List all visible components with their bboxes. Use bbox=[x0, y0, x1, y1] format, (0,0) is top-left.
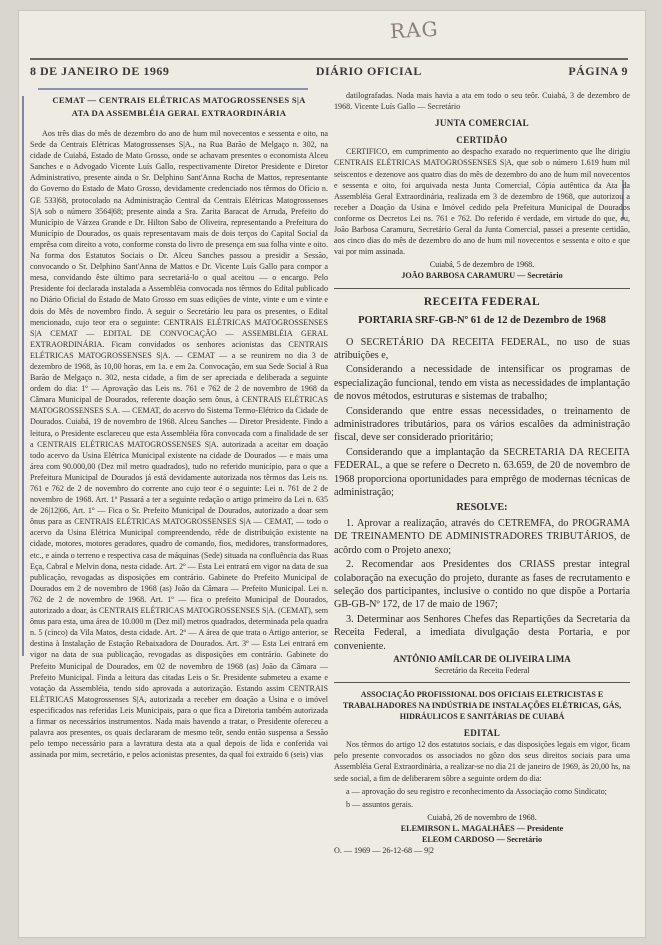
edital-item-a: a — aprovação do seu registro e reconhecimento da Associação como Sindicato; bbox=[346, 786, 607, 796]
newspaper-page bbox=[18, 10, 646, 938]
ata-title-line-2: ATA DA ASSEMBLÉIA GERAL EXTRAORDINÁRIA bbox=[71, 108, 287, 118]
certidao-signature: JOÃO BARBOSA CARAMURU — Secretário bbox=[401, 271, 563, 281]
portaria-paragraph-4: Considerando que a implantação da SECRETARIA DA RECEITA FEDERAL, a que se refere o Decreto n. 63.659, de 20 de novembro de 1968 proporciona oportunidades para emprêgo de modernas técnicas de administração; bbox=[334, 446, 630, 499]
edital-footer: O. — 1969 — 26-12-68 — 9|2 bbox=[334, 846, 434, 856]
left-column bbox=[30, 90, 328, 928]
pen-mark-vertical bbox=[22, 96, 24, 656]
section-divider-2 bbox=[334, 682, 630, 683]
page-header bbox=[30, 58, 628, 82]
portaria-title: PORTARIA SRF-GB-Nº 61 de 12 de Dezembro de 1968 bbox=[358, 314, 606, 326]
junta-comercial-title: JUNTA COMERCIAL bbox=[434, 118, 530, 129]
resolve-item-1: 1. Aprovar a realização, através do CETREMFA, do PROGRAMA DE TREINAMENTO DE ADMINISTRADORES TRIBUTÁRIOS, de acôrdo com o Projeto anexo; bbox=[334, 517, 630, 556]
handwritten-annotation: RAG bbox=[389, 16, 440, 44]
certidao-body: CERTIFICO, em cumprimento ao despacho exarado no requerimento que lhe dirigiu CENTRAIS ELÉTRICAS MATOGROSSENSES S|A, que sob o número 1.619 hum mil seiscentos e dezenove aos quatro dias do mês de dezembro do ano de hum mil novecentos e sessenta e oito, foi arquivada nesta Junta Comercial, Cópia autêntica da Ata da Assembléia Geral Extraordinária, realizada em 3 de dezembro de 1968, que autorizou a receber a Doação da Usina e Imóvel cedido pela Prefeitura Municipal de Dourados conforme os Decretos Lei ns. 761 e 762. Do referido é verdade, em virtude do que, eu, João Barbosa Caramuru, Secretário Geral da Junta Comercial, passei a presente certidão, aos cinco dias do mês de dezembro do ano de hum mil novecentos e sessenta e oito e que vai por mim assinada. bbox=[334, 147, 630, 257]
certidao-date: Cuiabá, 5 de dezembro de 1968. bbox=[429, 260, 535, 270]
ata-title-line-1: CEMAT — CENTRAIS ELÉTRICAS MATOGROSSENSES S|A bbox=[52, 95, 306, 105]
edital-title: EDITAL bbox=[463, 728, 501, 739]
ata-body: Aos três dias do mês de dezembro do ano de hum mil novecentos e sessenta e oito, na Sede da Centrais Elétricas Matogrossenses S|A., na Rua Barão de Melgaço n. 302, na cidade de Cuiabá, Estado de Mato Grosso, onde se achavam presentes o economista Alceu Sanches e o Advogado Vicente Luís Gallo, respectivamente Diretor Presidente e Diretor Administrativo, presente ainda o Sr. Delphino Sant'Anna Rocha de Mattos, representante do Governo do Estado de Mato Grosso, devidamente credenciado nos têrmos do Ofício n. GE 533|68, protocolado na Administração Central da Centrais Elétricas Matogrossenses S|A sob o número 3564|68; presente ainda a Sra. Zarita Baracat de Arruda, Prefeito do Município de Várzea Grande e Dr. Hilton Sabo de Oliveira, representando a Prefeitura do Município de Dourados, os quais representavam mais de dois terços do Capital Social da emprêsa com direito a voto, conforme consta do livro de presença em sua folha vinte e oito. Na forma dos Estatutos Sociais o Dr. Alceu Sanches passou a presidir a Sessão, convocando o Sr. Delphino Sant'Anna de Mattos e Dr. Vicente Luís Gallo para compor a mesa, convidando êste último para secretariá-lo o qual aceitou — o encargo. Pelo Presidente foi declarada instalada a Assembléia convocada nos têrmos do Edital publicado no Diário Oficial do Estado de Mato Grosso em suas edições de vinte, vinte e um e vinte e dois do Mês de novembro findo. A seguir o Secretário leu para os presentes, o Edital mencionado, cujo teor era o seguinte: CENTRAIS ELÉTRICAS MATOGROSSENSES S|A CEMAT — EDITAL DE CONVOCAÇÃO — ASSEMBLÉIA GERAL EXTRAORDINÁRIA. Ficam convidados os senhores acionistas das CENTRAIS ELÉTRICAS MATOGROSSENSES S|A. — CEMAT — a se reunirem no dia 3 de dezembro de 1968, às 10,00 horas, em 1a. e em 2a. Convocação, em sua Sede Social à Rua Barão de Melgaço n. 302, nesta cidade, a fim de ser apreciada e deliberada a seguinte ordem do dia: 1º — Aprovação das Leis ns. 761 e 762 de 2 de novembro de 1968 da Câmara Municipal de Dourados, referente doação sem ônus, à CENTRAIS ELÉTRICAS MATOGROSSENSES S.A. — CEMAT, do acervo do Sistema Termo-Elétrico da Cidade de Dourados. Cuiabá, 19 de novembro de 1968. Alceu Sanches — Diretor Presidente. Findo a leitura, o Presidente esclareceu que esta Assembléia fôra convocada com a finalidade de ser a CENTRAIS ELÉTRICAS MATOGROSSENSES S|A. autorizada a aceitar em doação todo acervo da Usina Elétrica Municipal existente na cidade de Dourados — e mais uma área com 90.000,00 (Dez mil metro quadrados), tudo no referido município, para o que a Prefeitura Municipal de Dourados já está devidamente autorizada nos têrmos das Leis ns. 761 e 762 de 2 de novembro do corrente ano cujo teor é o seguinte: Lei n. 761 de 2 de novembro de 1968. Art. 1º Passará a ter a seguinte redação o artigo primeiro da Lei n. 635 de 26|12|66, Art. 1º — Fica o Sr. Prefeito Municipal de Dourados, autorizado a doar sem ônus para as CENTRAIS ELÉTRICAS MATOGROSSENSES S|A — CEMAT, — todo o acervo da Usina Elétrica Municipal compreendendo, rêde de distribuição existente na cidade, motores, motores geradores, quadro de comando, fios, medidores, transformadores, etc., e ainda o terreno e respectiva casa de máquinas (Sede) situada na confluência das Ruas Eça, Cabral e Melvin dona, nesta cidade. Art. 2º — Esta Lei entrará em vigor na data de sua publicação, revogadas as disposições em contrário. Gabinete do Prefeito Municipal de Dourados em 2 de novembro de 1968 (as) João da Câmara — Prefeito Municipal. Lei n. 762 de 2 de novembro de 1968. Art. 1º — fica o prefeito Municipal de Dourados, autorizado a doar, às CENTRAIS ELÉTRICAS MATOGROSSENSES S|A. (CEMAT), sem ônus para esta, uma área de 10.000 m (Dez mil) metros quadrados, determinada pela quadra n. 5 (cinco) da Vila Matos, desta cidade. Art. 2º — A área de que trata o Artigo anterior, se destina à Instalação de Estação Rebaixadora de Dourados. Art. 3º — Esta Lei entrará em vigor na data de sua publicação, revogadas as disposições em contrário. Gabinete do Prefeito Municipal de Dourados, em 02 de novembro de 1968 (as) João da Câmara — Prefeito Municipal. Finda a leitura das citadas Leis o Sr. Presidente submeteu a exame e votação da Assembléia, tendo sido aprovada a autorização. Estando assim CENTRAIS ELÉTRICAS Matogrossenses S|A, autorizada a receber em doação a Usina e o imóvel especificados nas referidas Leis Municipais, para o que fica a Diretoria também autorizada a firmar os necessários instrumentos. Nada mais havendo a tratar, o Presidente ofereceu a palavra aos presentes, os quais declararam de mesmo teôr, sendo então suspensa a Sessão pelo tempo necessário para a lavratura desta ata a qual depois de lida e conferida vai assinada por mim, secretário, e pelos acionistas presentes, da qual foi extraído 6 (seis) vias bbox=[30, 129, 328, 760]
portaria-paragraph-3: Considerando que entre essas necessidades, o treinamento de administradores tributários, para os vários escalões da administração fiscal, deve ser considerado prioritário; bbox=[334, 405, 630, 444]
portaria-paragraph-2: Considerando a necessidade de intensificar os programas de especialização funcional, tendo em vista as necessidades de implantação de novos métodos, estruturas e sistemas de trabalho; bbox=[334, 364, 630, 403]
edital-signature: ELEMIRSON L. MAGALHÃES — Presidente bbox=[400, 823, 564, 833]
portaria-signature-role: Secretário da Receita Federal bbox=[434, 666, 530, 676]
header-page-number: PÁGINA 9 bbox=[568, 63, 628, 78]
edital-body: Nos têrmos do artigo 12 dos estatutos sociais, e das disposições legais em vigor, ficam pelo presente convocados os associados no gôzo dos seus direitos sociais para uma Assembléia Geral Extraordinária, a realizar-se no dia 21 de janeiro de 1969, às 20,00 hs, na sede social, a fim de deliberarem sôbre a seguinte ordem do dia: bbox=[334, 740, 630, 783]
resolve-item-2: 2. Recomendar aos Presidentes dos CRIASS prestar integral colaboração na execução do projeto, durante as fases de recrutamento e seleção dos participantes, inclusive o contido no que dispõe a Portaria GB-GB-Nº 172, de 17 de maio de 1967; bbox=[334, 559, 630, 611]
edital-item-b: b — assuntos gerais. bbox=[346, 799, 413, 809]
header-publication: DIÁRIO OFICIAL bbox=[315, 63, 422, 78]
portaria-signature-name: ANTÔNIO AMÍLCAR DE OLIVEIRA LIMA bbox=[393, 653, 571, 664]
receita-federal-title: RECEITA FEDERAL bbox=[423, 295, 541, 308]
section-divider bbox=[334, 288, 630, 289]
portaria-paragraph-1: O SECRETÁRIO DA RECEITA FEDERAL, no uso de suas atribuições e, bbox=[334, 336, 630, 361]
resolve-heading: RESOLVE: bbox=[456, 502, 508, 514]
certidao-title: CERTIDÃO bbox=[456, 135, 508, 146]
edital-signature-2: ELEOM CARDOSO — Secretário bbox=[421, 834, 543, 844]
edital-date: Cuiabá, 26 de novembro de 1968. bbox=[427, 812, 537, 822]
ata-continuation: datilografadas. Nada mais havia a ata em todo o seu teôr. Cuiabá, 3 de dezembro de 1968. Vicente Luís Gallo — Secretário bbox=[334, 91, 630, 112]
right-column bbox=[334, 90, 630, 928]
header-date: 8 DE JANEIRO DE 1969 bbox=[30, 63, 170, 78]
resolve-item-3: 3. Determinar aos Senhores Chefes das Repartições da Secretaria da Receita Federal, a imediata divulgação desta Portaria, e por conveniente. bbox=[334, 613, 630, 652]
associacao-title: ASSOCIAÇÃO PROFISSIONAL DOS OFICIAIS ELETRICISTAS E TRABALHADORES NA INDÚSTRIA DE INSTALAÇÕES ELÉTRICAS, GÁS, HIDRÁULICOS E SANITÁRIAS DE CUIABÁ bbox=[342, 690, 622, 722]
ata-title bbox=[30, 94, 328, 120]
